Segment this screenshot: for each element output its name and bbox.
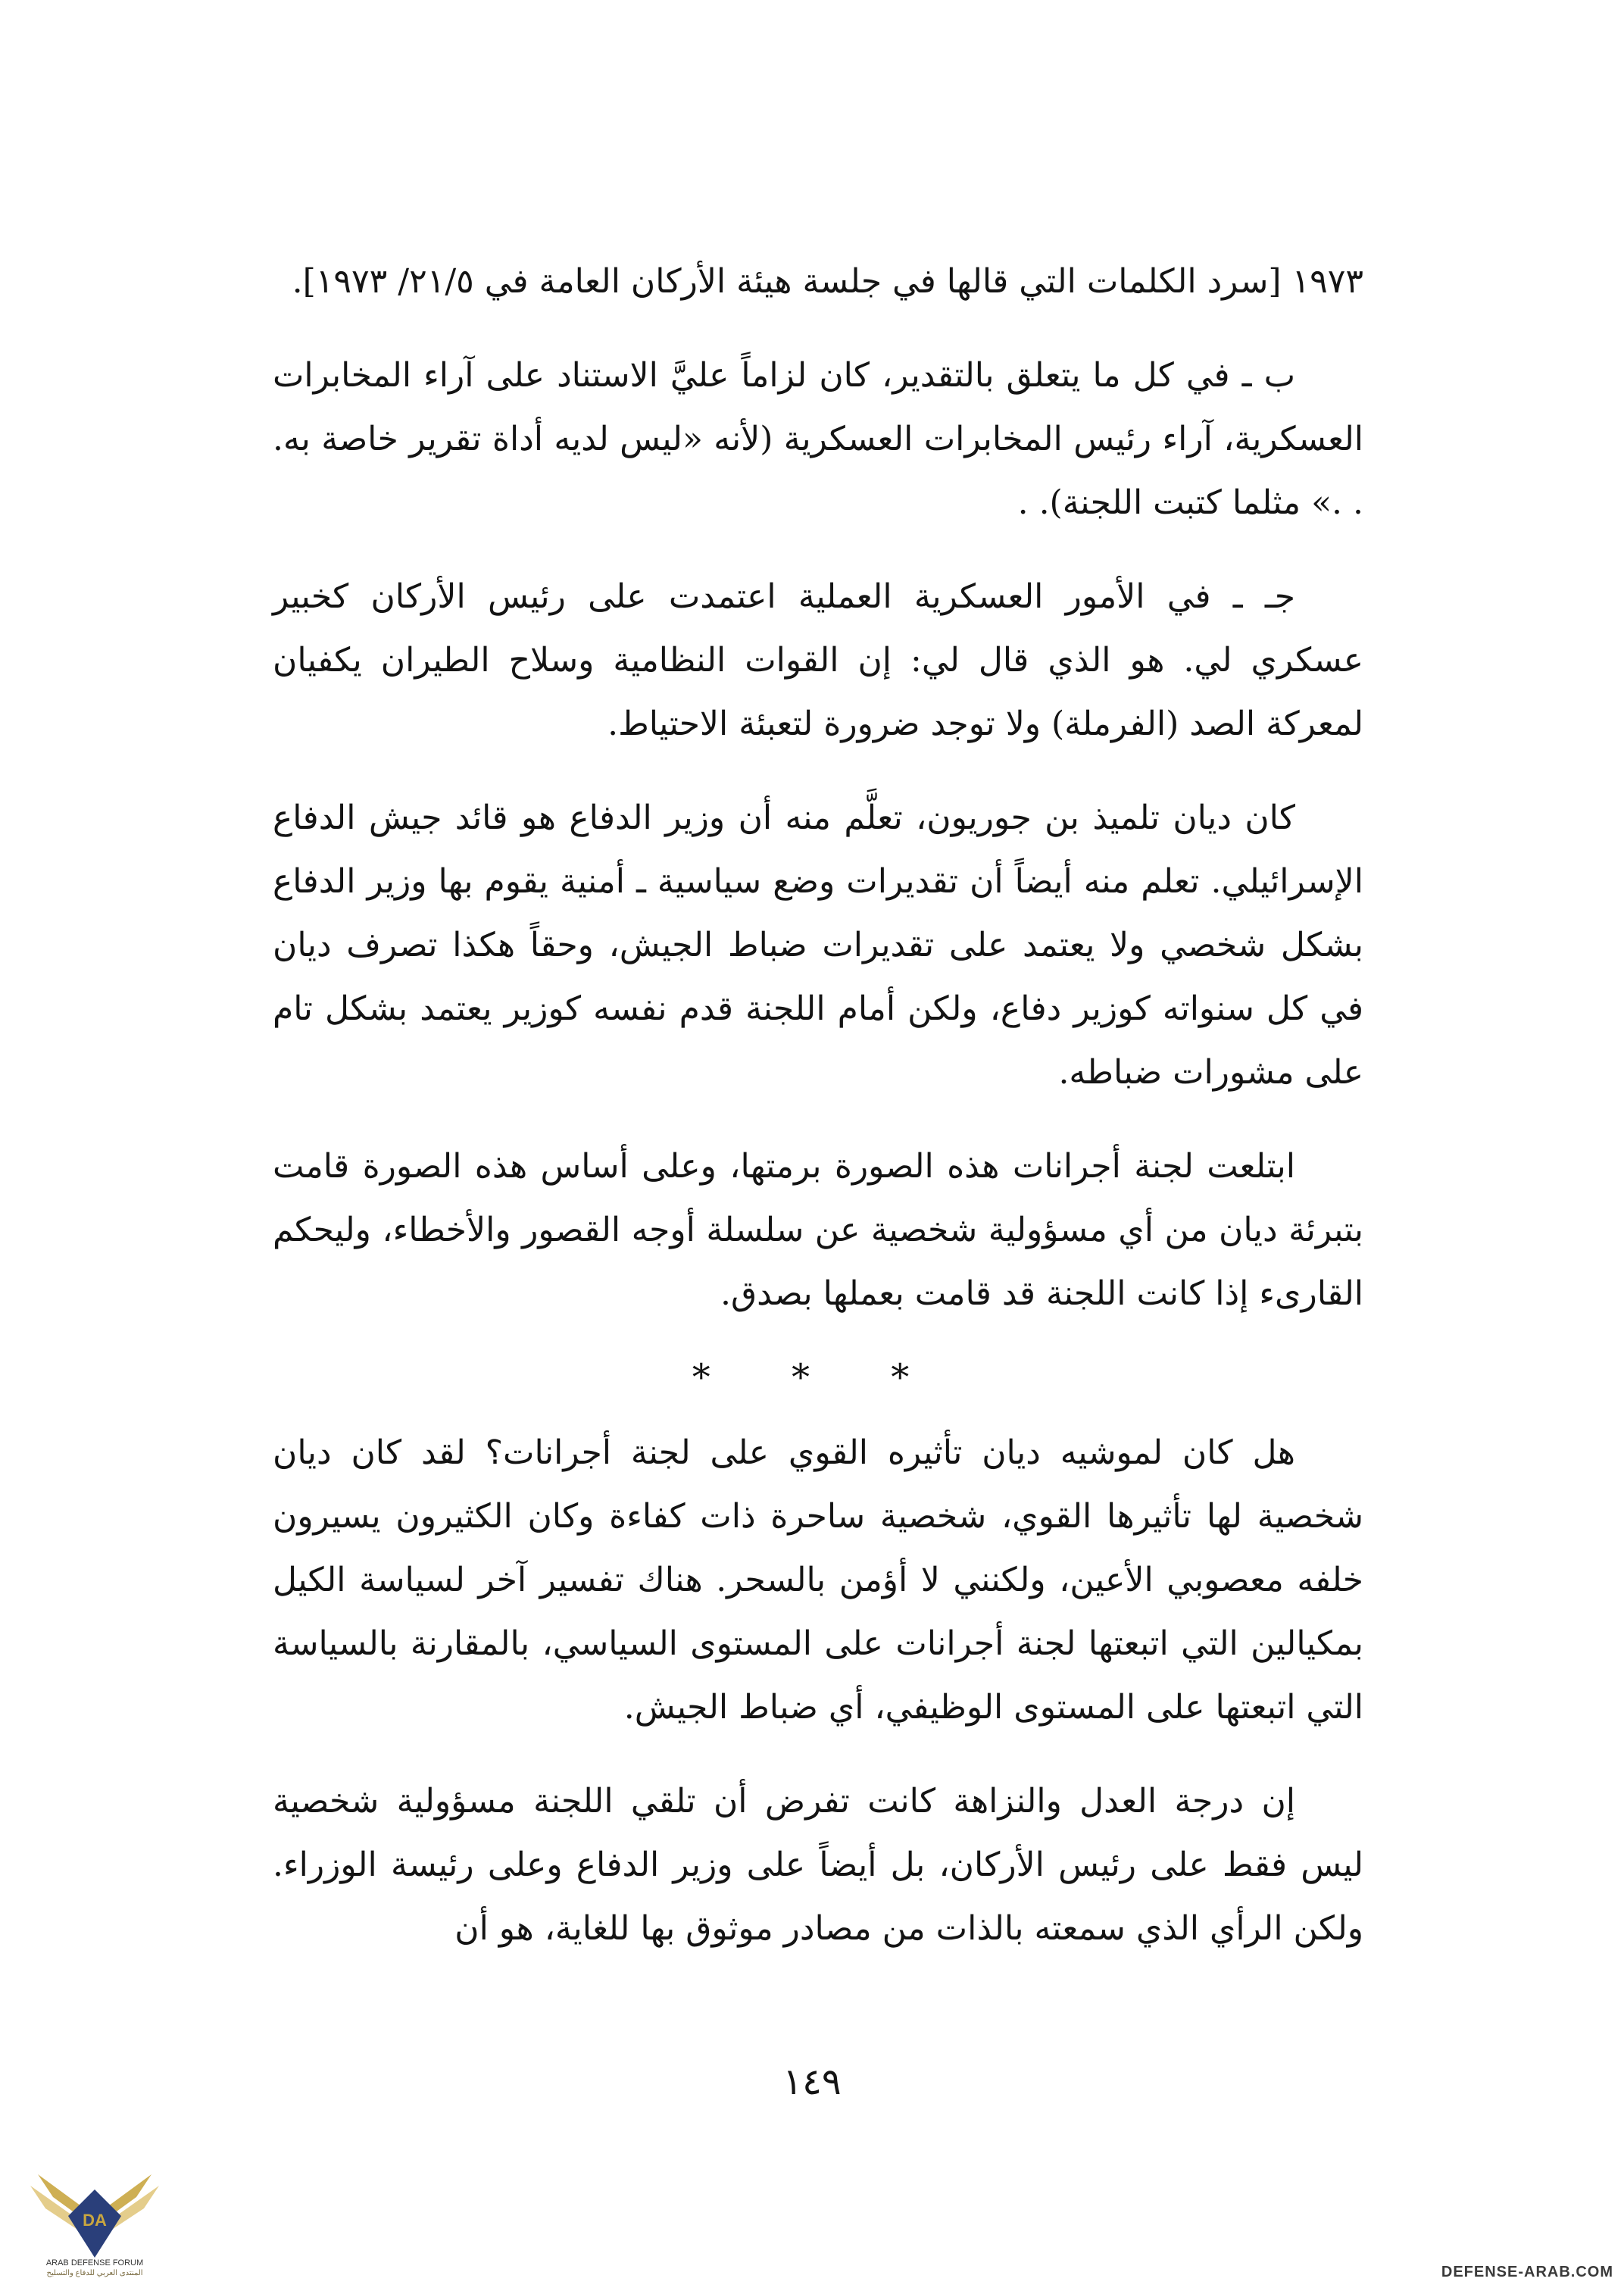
paragraph-dayan-ben-gurion: كان ديان تلميذ بن جوريون، تعلَّم منه أن وزير الدفاع هو قائد جيش الدفاع الإسرائيلي. تعلم منه أيضاً أن تقديرات وضع سياسية ـ أمنية يقوم بها وزير الدفاع بشكل شخصي ولا يعتمد على تقديرات ضباط الجيش، وحقاً هكذا تصرف ديان في كل سنواته كوزير دفاع، ولكن أمام اللجنة قدم نفسه كوزير يعتمد بشكل تام على مشورات ضباطه. <box>273 799 1363 1092</box>
paragraph-c-military-matters: جـ ـ في الأمور العسكرية العملية اعتمدت على رئيس الأركان كخبير عسكري لي. هو الذي قال لي: إن القوات النظامية وسلاح الطيران يكفيان لمعركة الصد (الفرملة) ولا توجد ضرورة لتعبئة الاحتياط. <box>273 577 1363 743</box>
page-number: ١٤٩ <box>782 2061 842 2103</box>
paragraph-justice-fairness: إن درجة العدل والنزاهة كانت تفرض أن تلقي اللجنة مسؤولية شخصية ليس فقط على رئيس الأركان، بل أيضاً على وزير الدفاع وعلى رئيسة الوزراء. ولكن الرأي الذي سمعته بالذات من مصادر موثوق بها للغاية، هو أن <box>273 1782 1363 1948</box>
site-watermark: DEFENSE-ARAB.COM <box>1441 2264 1613 2280</box>
section-separator: * * * <box>692 1356 945 1399</box>
page-body <box>273 250 1363 1991</box>
logo-caption <box>23 2258 167 2279</box>
paragraph-date-citation: ١٩٧٣ [سرد الكلمات التي قالها في جلسة هيئة الأركان العامة في ٢١/٥/ ١٩٧٣]. <box>292 262 1363 301</box>
logo-name-ar: المنتدى العربي للدفاع والتسليح <box>46 2269 143 2277</box>
logo-initials: DA <box>83 2211 107 2230</box>
logo-name-en: ARAB DEFENSE FORUM <box>45 2258 144 2268</box>
paragraph-agranat-commission: ابتلعت لجنة أجرانات هذه الصورة برمتها، وعلى أساس هذه الصورة قامت بتبرئة ديان من أي مسؤولية شخصية عن سلسلة أوجه القصور والأخطاء، وليحكم القارىء إذا كانت اللجنة قد قامت بعملها بصدق. <box>273 1147 1363 1313</box>
paragraph-dayan-influence: هل كان لموشيه ديان تأثيره القوي على لجنة أجرانات؟ لقد كان ديان شخصية لها تأثيرها القوي، شخصية ساحرة ذات كفاءة وكان الكثيرون يسيرون خلفه معصوبي الأعين، ولكنني لا أؤمن بالسحر. هناك تفسير آخر لسياسة الكيل بمكيالين التي اتبعتها لجنة أجرانات على المستوى السياسي، بالمقارنة بالسياسة التي اتبعتها على المستوى الوظيفي، أي ضباط الجيش. <box>273 1433 1363 1727</box>
paragraph-b-assessment: ب ـ في كل ما يتعلق بالتقدير، كان لزاماً عليَّ الاستناد على آراء المخابرات العسكرية، آراء رئيس المخابرات العسكرية (لأنه «ليس لديه أداة تقرير خاصة به. . .» مثلما كتبت اللجنة). . <box>273 356 1363 522</box>
